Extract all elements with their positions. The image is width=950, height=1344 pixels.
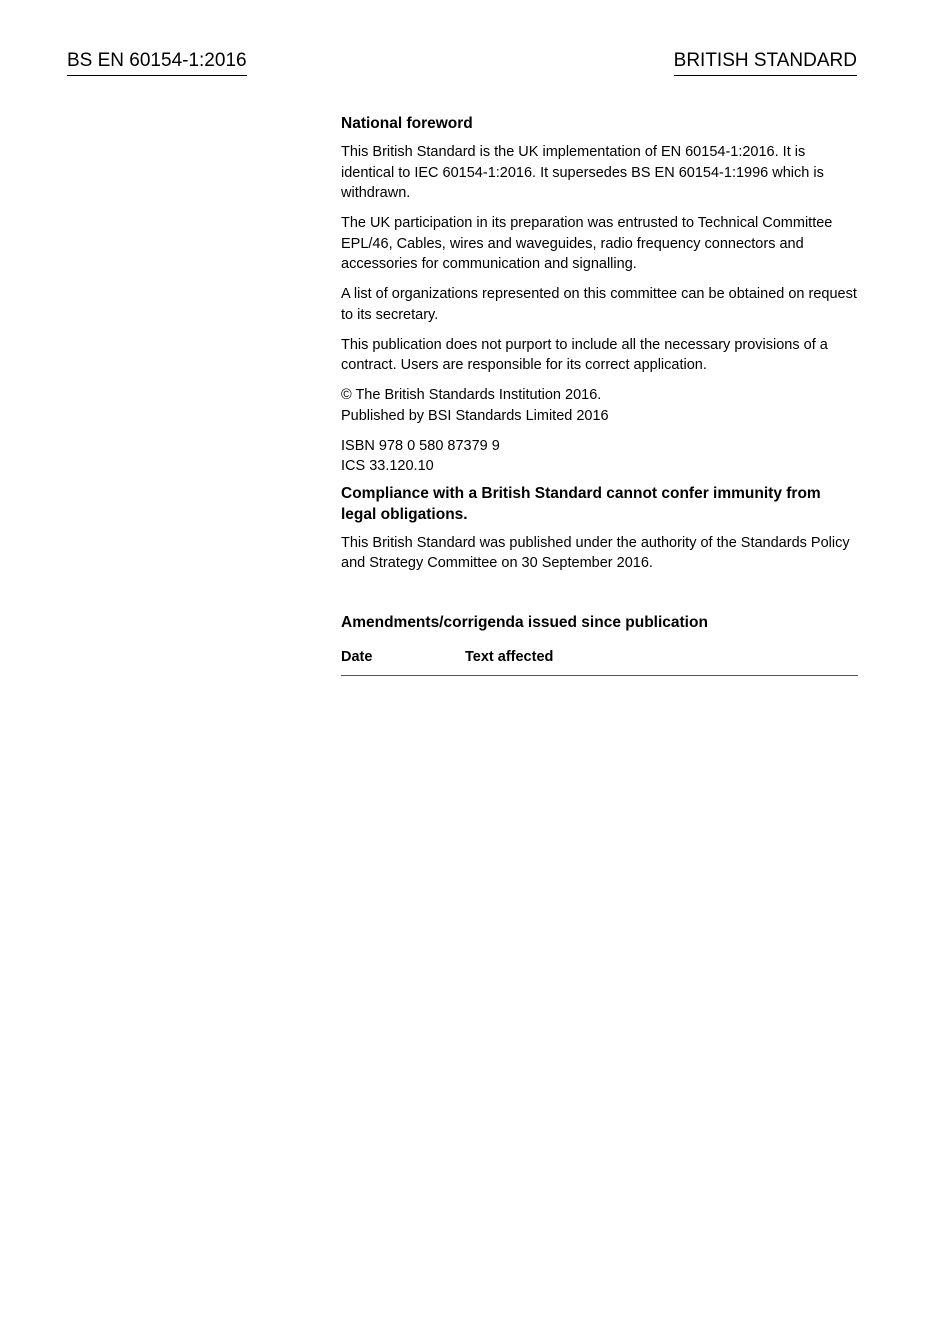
authority-statement: This British Standard was published under the authority of the Standards Policy and Strategy Committee on 30 September 2016.: [341, 534, 850, 571]
ics-line: ICS 33.120.10: [341, 458, 434, 474]
compliance-statement: Compliance with a British Standard cannot confer immunity from legal obligations.: [341, 484, 821, 523]
foreword-paragraph: A list of organizations represented on this committee can be obtained on request to its secretary.: [341, 286, 857, 323]
foreword-paragraph: This publication does not purport to include all the necessary provisions of a contract. Users are responsible for its correct application.: [341, 336, 828, 373]
amendments-header-row: [341, 647, 858, 676]
foreword-paragraph: The UK participation in its preparation was entrusted to Technical Committee EPL/46, Cables, wires and waveguides, radio frequency connectors and accessories for communication and signalling.: [341, 215, 833, 272]
copyright-block: [341, 385, 858, 426]
national-foreword-section: [341, 113, 858, 676]
amendments-title: Amendments/corrigenda issued since publication: [341, 613, 708, 631]
publisher-line: Published by BSI Standards Limited 2016: [341, 407, 609, 424]
copyright-line: © The British Standards Institution 2016.: [341, 387, 602, 403]
document-category: BRITISH STANDARD: [674, 49, 857, 76]
document-number: BS EN 60154-1:2016: [67, 49, 247, 76]
column-header-text-affected: Text affected: [465, 647, 858, 676]
column-header-date: Date: [341, 647, 465, 676]
foreword-paragraph: This British Standard is the UK implementation of EN 60154-1:2016. It is identical to IEC 60154-1:2016. It supersedes BS EN 60154-1:1996 which is withdrawn.: [341, 144, 824, 201]
isbn-line: ISBN 978 0 580 87379 9: [341, 437, 500, 454]
foreword-title: National foreword: [341, 115, 473, 132]
amendments-table: [341, 647, 858, 677]
identifiers-block: [341, 436, 858, 477]
